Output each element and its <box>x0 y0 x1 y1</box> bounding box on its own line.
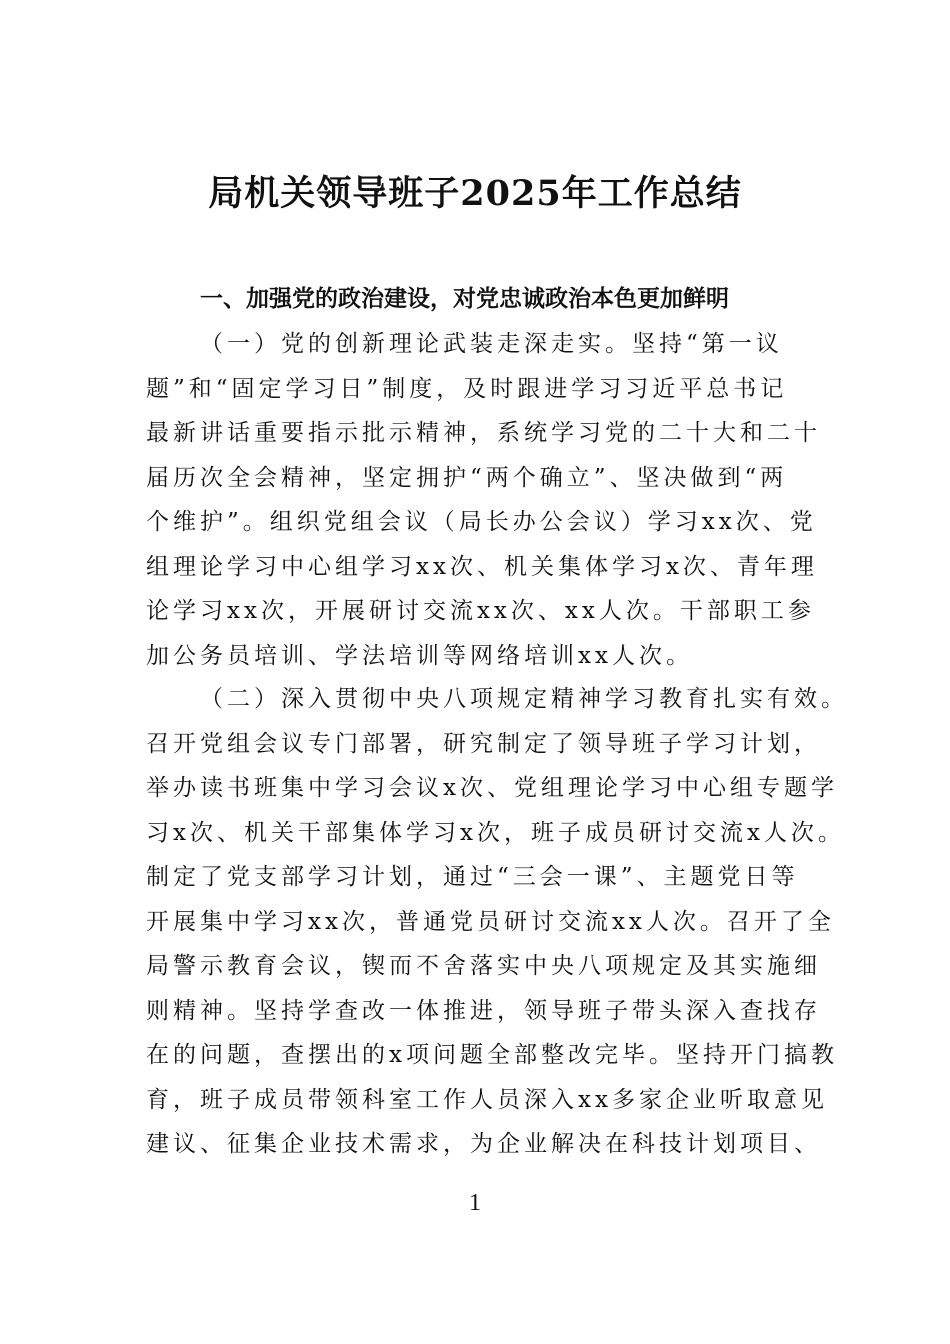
paragraph-eight-rules <box>146 677 848 1167</box>
paragraph-line: （一）党的创新理论武装走深走实。坚持“第一议 <box>200 331 783 357</box>
paragraph-line: 届历次全会精神，坚定拥护“两个确立”、坚决做到“两 <box>146 464 788 491</box>
paragraph-line: 则精神。坚持学查改一体推进，领导班子带头深入查找存 <box>146 997 821 1024</box>
paragraph-line: 制定了党支部学习计划，通过“三会一课”、主题党日等 <box>146 864 799 890</box>
paragraph-line: 举办读书班集中学习会议x次、党组理论学习中心组专题学 <box>146 775 838 801</box>
section-heading: 一、加强党的政治建设，对党忠诚政治本色更加鲜明 <box>200 286 729 312</box>
paragraph-line: 育，班子成员带领科室工作人员深入xx多家企业听取意见 <box>146 1086 828 1113</box>
paragraph-line: 组理论学习中心组学习xx次、机关集体学习x次、青年理 <box>146 553 818 580</box>
paragraph-line: 论学习xx次，开展研讨交流xx次、xx人次。干部职工参 <box>146 598 815 624</box>
document-title: 局机关领导班子2025年工作总结 <box>208 173 742 214</box>
paragraph-line: 最新讲话重要指示批示精神，系统学习党的二十大和二十 <box>146 420 821 446</box>
paragraph-line: 题”和“固定学习日”制度，及时跟进学习习近平总书记 <box>146 375 788 402</box>
paragraph-line: 加公务员培训、学法培训等网络培训xx人次。 <box>146 642 693 669</box>
paragraph-line: 召开党组会议专门部署，研究制定了领导班子学习计划， <box>146 730 821 757</box>
page-number: 1 <box>469 1190 481 1216</box>
paragraph-line: （二）深入贯彻中央八项规定精神学习教育扎实有效。 <box>200 686 848 712</box>
paragraph-line: 在的问题，查摆出的x项问题全部整改完毕。坚持开门搞教 <box>146 1042 838 1068</box>
paragraph-line: 局警示教育会议，锲而不舍落实中央八项规定及其实施细 <box>146 953 821 979</box>
paragraph-line: 开展集中学习xx次，普通党员研讨交流xx人次。召开了全 <box>146 908 835 935</box>
paragraph-line: 建议、征集企业技术需求，为企业解决在科技计划项目、 <box>146 1131 821 1157</box>
paragraph-party-theory <box>146 322 826 678</box>
paragraph-line: 个维护”。组织党组会议（局长办公会议）学习xx次、党 <box>146 509 817 535</box>
paragraph-line: 习x次、机关干部集体学习x次，班子成员研讨交流x人次。 <box>146 819 845 846</box>
